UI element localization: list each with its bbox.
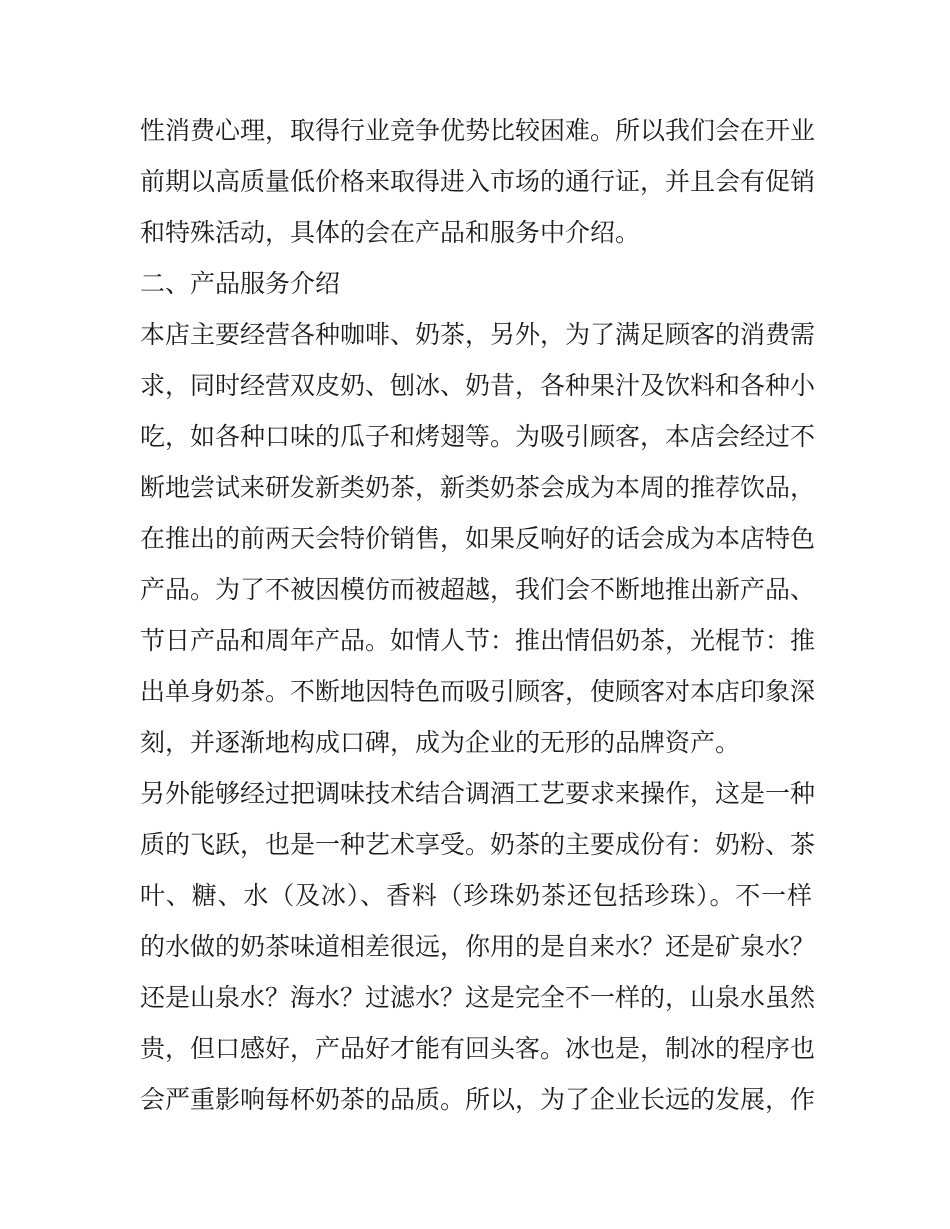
text-line: 贵，但口感好，产品好才能有回头客。冰也是，制冰的程序也 bbox=[140, 1034, 816, 1063]
section-heading-product-service bbox=[140, 258, 812, 309]
text-line: 和特殊活动，具体的会在产品和服务中介绍。 bbox=[140, 218, 641, 247]
text-line: 求，同时经营双皮奶、刨冰、奶昔，各种果汁及饮料和各种小 bbox=[140, 371, 816, 400]
text-line: 前期以高质量低价格来取得进入市场的通行证，并且会有促销 bbox=[140, 167, 816, 196]
paragraph-ingredients-quality bbox=[140, 768, 816, 1125]
text-line: 吃，如各种口味的瓜子和烤翅等。为吸引顾客，本店会经过不 bbox=[140, 422, 816, 451]
text-line: 叶、糖、水（及冰）、香料（珍珠奶茶还包括珍珠）。不一样 bbox=[140, 881, 812, 910]
text-line: 会严重影响每杯奶茶的品质。所以，为了企业长远的发展，作 bbox=[140, 1085, 816, 1114]
text-line: 另外能够经过把调味技术结合调酒工艺要求来操作，这是一种 bbox=[140, 779, 816, 808]
text-line: 本店主要经营各种咖啡、奶茶，另外，为了满足顾客的消费需 bbox=[140, 320, 816, 349]
text-line: 刻，并逐渐地构成口碑，成为企业的无形的品牌资产。 bbox=[140, 728, 741, 757]
text-line: 性消费心理，取得行业竞争优势比较困难。所以我们会在开业 bbox=[140, 116, 816, 145]
paragraph-product-overview bbox=[140, 309, 816, 768]
text-line: 出单身奶茶。不断地因特色而吸引顾客，使顾客对本店印象深 bbox=[140, 677, 816, 706]
section-heading-text: 二、产品服务介绍 bbox=[140, 269, 341, 298]
text-line: 节日产品和周年产品。如情人节：推出情侣奶茶，光棍节：推 bbox=[140, 626, 816, 655]
document-body bbox=[140, 105, 816, 1125]
text-line: 在推出的前两天会特价销售，如果反响好的话会成为本店特色 bbox=[140, 524, 816, 553]
paragraph-marketing-strategy bbox=[140, 105, 816, 258]
text-line: 断地尝试来研发新类奶茶，新类奶茶会成为本周的推荐饮品， bbox=[140, 473, 816, 502]
text-line: 还是山泉水？海水？过滤水？这是完全不一样的，山泉水虽然 bbox=[140, 983, 816, 1012]
text-line: 产品。为了不被因模仿而被超越，我们会不断地推出新产品、 bbox=[140, 575, 816, 604]
text-line: 质的飞跃，也是一种艺术享受。奶茶的主要成份有：奶粉、茶 bbox=[140, 830, 816, 859]
text-line: 的水做的奶茶味道相差很远，你用的是自来水？还是矿泉水？ bbox=[140, 932, 816, 961]
